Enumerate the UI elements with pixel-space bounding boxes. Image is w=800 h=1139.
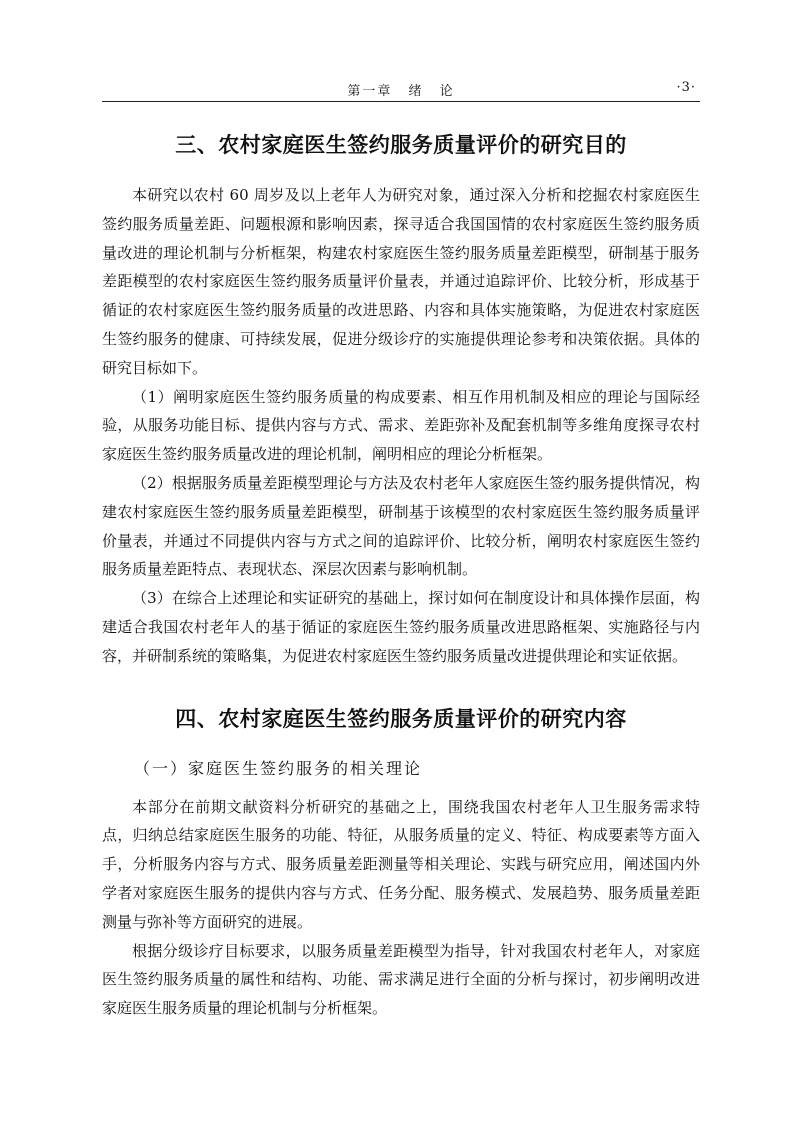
objective-2-paragraph: （2）根据服务质量差距模型理论与方法及农村老年人家庭医生签约服务提供情况，构建农村家庭医生签约服务质量差距模型，研制基于该模型的农村家庭医生签约服务质量评价量表，并通过不同提供内容与方式之间的追踪评价、比较分析，阐明农村家庭医生签约服务质量差距特点、表现状态、深层次因素与影响机制。 [102, 473, 700, 579]
subsection-1-paragraph-1: 本部分在前期文献资料分析研究的基础之上，围绕我国农村老年人卫生服务需求特点，归纳总结家庭医生服务的功能、特征，从服务质量的定义、特征、构成要素等方面入手，分析服务内容与方式、服务质量差距测量等相关理论、实践与研究应用，阐述国内外学者对家庭医生服务的提供内容与方式、任务分配、服务模式、发展趋势、服务质量差距测量与弥补等方面研究的进展。 [102, 797, 700, 931]
objective-3-paragraph: （3）在综合上述理论和实证研究的基础上，探讨如何在制度设计和具体操作层面，构建适合我国农村老年人的基于循证的家庭医生签约服务质量改进思路框架、实施路径与内容，并研制系统的策略集，为促进农村家庭医生签约服务质量改进提供理论和实证依据。 [102, 589, 700, 665]
chapter-number: 第一章 [347, 84, 393, 99]
section-3-heading: 三、农村家庭医生签约服务质量评价的研究目的 [175, 133, 627, 157]
subsection-1-paragraph-2: 根据分级诊疗目标要求，以服务质量差距模型为指导，针对我国农村老年人，对家庭医生签约服务质量的属性和结构、功能、需求满足进行全面的分析与探讨，初步阐明改进家庭医生服务质量的理论机制与分析框架。 [102, 941, 700, 1018]
running-header [102, 79, 700, 102]
chapter-word-2: 论 [439, 84, 455, 99]
page-body [102, 125, 700, 1023]
chapter-word-1: 绪 [408, 84, 424, 99]
objective-1-paragraph: （1）阐明家庭医生签约服务质量的构成要素、相互作用机制及相应的理论与国际经验，从服务功能目标、提供内容与方式、需求、差距弥补及配套机制等多维角度探寻农村家庭医生签约服务质量改进的理论机制，阐明相应的理论分析框架。 [102, 387, 700, 464]
section-4-heading: 四、农村家庭医生签约服务质量评价的研究内容 [175, 706, 627, 731]
subsection-1-heading: （一）家庭医生签约服务的相关理论 [134, 758, 423, 778]
page-number: ·3· [676, 80, 696, 95]
section-3-intro-paragraph: 本研究以农村 60 周岁及以上老年人为研究对象，通过深入分析和挖掘农村家庭医生签约服务质量差距、问题根源和影响因素，探寻适合我国国情的农村家庭医生签约服务质量改进的理论机制与分析框架，构建农村家庭医生签约服务质量差距模型，研制基于服务差距模型的农村家庭医生签约服务质量评价量表，并通过追踪评价、比较分析，形成基于循证的农村家庭医生签约服务质量的改进思路、内容和具体实施策略，为促进农村家庭医生签约服务的健康、可持续发展，促进分级诊疗的实施提供理论参考和决策依据。具体的研究目标如下。 [102, 186, 700, 377]
chapter-title [102, 80, 700, 99]
